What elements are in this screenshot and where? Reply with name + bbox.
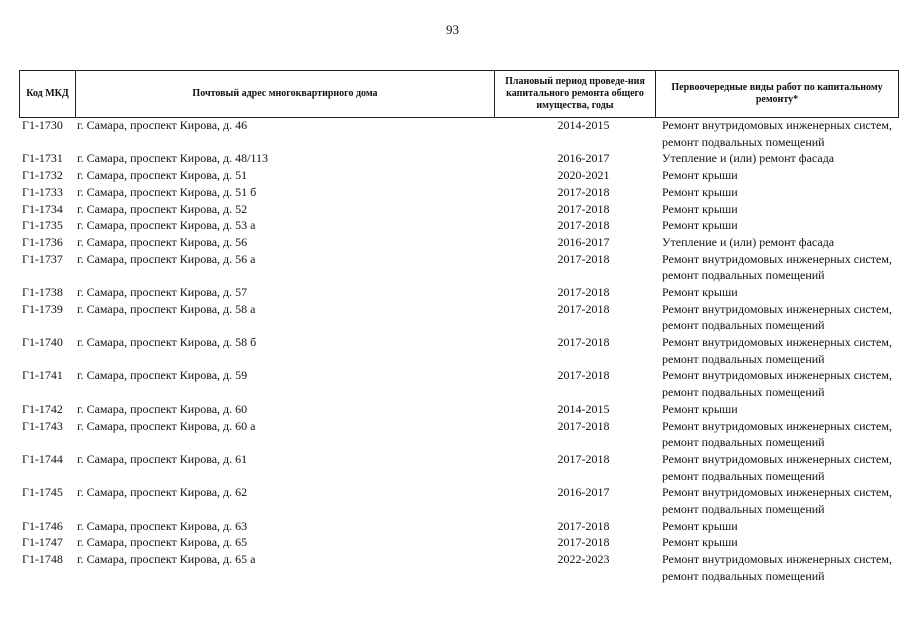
works-line: Ремонт крыши <box>662 184 738 199</box>
works-line: ремонт подвальных помещений <box>662 268 825 283</box>
header-address: Почтовый адрес многоквартирного дома <box>75 71 494 117</box>
cell-address: г. Самара, проспект Кирова, д. 59 <box>77 368 248 383</box>
table-row <box>19 167 899 184</box>
cell-code: Г1-1743 <box>22 418 63 433</box>
cell-address: г. Самара, проспект Кирова, д. 46 <box>77 118 248 132</box>
cell-period: 2022-2023 <box>557 552 610 567</box>
table-row <box>19 418 899 451</box>
table-row <box>19 251 899 284</box>
header-works: Первоочередные виды работ по капитальному ремонту* <box>655 71 899 117</box>
works-line: Ремонт внутридомовых инженерных систем, <box>662 451 892 466</box>
cell-works <box>655 418 899 451</box>
cell-works <box>655 184 899 201</box>
works-line: ремонт подвальных помещений <box>662 134 825 149</box>
cell-period: 2017-2018 <box>557 418 610 433</box>
cell-works <box>655 367 899 400</box>
cell-address: г. Самара, проспект Кирова, д. 56 а <box>77 251 256 266</box>
table-row <box>19 401 899 418</box>
cell-code: Г1-1748 <box>22 552 63 567</box>
works-line: Утепление и (или) ремонт фасада <box>662 234 835 249</box>
cell-address: г. Самара, проспект Кирова, д. 51 б <box>77 184 257 199</box>
cell-code: Г1-1747 <box>22 535 63 550</box>
works-line: Ремонт внутридомовых инженерных систем, <box>662 485 892 500</box>
works-line: ремонт подвальных помещений <box>662 385 825 400</box>
cell-address: г. Самара, проспект Кирова, д. 65 <box>77 535 248 550</box>
cell-address: г. Самара, проспект Кирова, д. 53 а <box>77 218 256 233</box>
cell-works <box>655 251 899 284</box>
cell-period: 2017-2018 <box>557 335 610 350</box>
cell-works <box>655 484 899 517</box>
cell-code: Г1-1731 <box>22 151 63 166</box>
cell-code: Г1-1733 <box>22 184 63 199</box>
cell-address: г. Самара, проспект Кирова, д. 48/113 <box>77 151 269 166</box>
cell-period: 2017-2018 <box>557 301 610 316</box>
table-header <box>19 70 899 118</box>
table-row <box>19 534 899 551</box>
cell-code: Г1-1744 <box>22 451 63 466</box>
header-period: Плановый период проведе-ния капитального ремонта общего имущества, годы <box>494 71 655 117</box>
table-row <box>19 117 899 150</box>
cell-works <box>655 150 899 167</box>
cell-code: Г1-1736 <box>22 234 63 249</box>
header-code: Код МКД <box>19 71 75 117</box>
cell-address: г. Самара, проспект Кирова, д. 58 б <box>77 335 257 350</box>
cell-address: г. Самара, проспект Кирова, д. 51 <box>77 168 248 183</box>
cell-period: 2017-2018 <box>557 518 610 533</box>
cell-address: г. Самара, проспект Кирова, д. 56 <box>77 234 248 249</box>
table-row <box>19 234 899 251</box>
table-row <box>19 367 899 400</box>
cell-address: г. Самара, проспект Кирова, д. 58 а <box>77 301 256 316</box>
cell-works <box>655 401 899 418</box>
table-row <box>19 217 899 234</box>
table-row <box>19 284 899 301</box>
cell-code: Г1-1741 <box>22 368 63 383</box>
cell-address: г. Самара, проспект Кирова, д. 62 <box>77 485 248 500</box>
table-row <box>19 150 899 167</box>
cell-works <box>655 301 899 334</box>
works-line: Ремонт внутридомовых инженерных систем, <box>662 368 892 383</box>
cell-code: Г1-1746 <box>22 518 63 533</box>
cell-period: 2017-2018 <box>557 285 610 299</box>
cell-period: 2014-2015 <box>557 118 610 132</box>
table-row <box>19 334 899 367</box>
cell-address: г. Самара, проспект Кирова, д. 52 <box>77 201 248 216</box>
works-line: Ремонт внутридомовых инженерных систем, <box>662 251 892 266</box>
works-line: Ремонт внутридомовых инженерных систем, <box>662 118 892 132</box>
table-row <box>19 551 899 584</box>
cell-works <box>655 167 899 184</box>
works-line: ремонт подвальных помещений <box>662 468 825 483</box>
cell-period: 2017-2018 <box>557 451 610 466</box>
works-line: Ремонт крыши <box>662 168 738 183</box>
works-line: ремонт подвальных помещений <box>662 568 825 583</box>
table-body <box>19 117 899 585</box>
cell-works <box>655 334 899 367</box>
cell-period: 2014-2015 <box>557 401 610 416</box>
works-line: Ремонт крыши <box>662 518 738 533</box>
table-row <box>19 518 899 535</box>
cell-address: г. Самара, проспект Кирова, д. 57 <box>77 285 248 299</box>
cell-code: Г1-1742 <box>22 401 63 416</box>
works-line: Ремонт крыши <box>662 285 738 299</box>
cell-code: Г1-1739 <box>22 301 63 316</box>
cell-address: г. Самара, проспект Кирова, д. 61 <box>77 451 248 466</box>
cell-works <box>655 518 899 535</box>
cell-address: г. Самара, проспект Кирова, д. 60 а <box>77 418 256 433</box>
works-line: Ремонт крыши <box>662 401 738 416</box>
cell-works <box>655 117 899 150</box>
cell-code: Г1-1740 <box>22 335 63 350</box>
works-line: Ремонт крыши <box>662 218 738 233</box>
cell-works <box>655 551 899 584</box>
works-line: ремонт подвальных помещений <box>662 502 825 517</box>
cell-period: 2016-2017 <box>557 234 610 249</box>
cell-code: Г1-1732 <box>22 168 63 183</box>
cell-address: г. Самара, проспект Кирова, д. 60 <box>77 401 248 416</box>
works-line: ремонт подвальных помещений <box>662 318 825 333</box>
cell-works <box>655 217 899 234</box>
cell-code: Г1-1734 <box>22 201 63 216</box>
cell-code: Г1-1738 <box>22 285 63 299</box>
works-line: Ремонт крыши <box>662 535 738 550</box>
cell-works <box>655 284 899 301</box>
cell-code: Г1-1730 <box>22 118 63 132</box>
table-row <box>19 201 899 218</box>
cell-period: 2017-2018 <box>557 184 610 199</box>
cell-period: 2020-2021 <box>557 168 610 183</box>
cell-period: 2017-2018 <box>557 535 610 550</box>
cell-period: 2017-2018 <box>557 251 610 266</box>
works-line: ремонт подвальных помещений <box>662 435 825 450</box>
works-line: Ремонт крыши <box>662 201 738 216</box>
cell-works <box>655 534 899 551</box>
works-line: ремонт подвальных помещений <box>662 351 825 366</box>
cell-address: г. Самара, проспект Кирова, д. 65 а <box>77 552 256 567</box>
works-line: Ремонт внутридомовых инженерных систем, <box>662 335 892 350</box>
works-line: Ремонт внутридомовых инженерных систем, <box>662 418 892 433</box>
cell-period: 2017-2018 <box>557 218 610 233</box>
cell-code: Г1-1737 <box>22 251 63 266</box>
page-number: 93 <box>446 22 459 37</box>
cell-code: Г1-1735 <box>22 218 63 233</box>
cell-period: 2016-2017 <box>557 485 610 500</box>
table-row <box>19 184 899 201</box>
cell-works <box>655 201 899 218</box>
cell-period: 2017-2018 <box>557 201 610 216</box>
cell-works <box>655 451 899 484</box>
table-row <box>19 451 899 484</box>
cell-code: Г1-1745 <box>22 485 63 500</box>
cell-period: 2017-2018 <box>557 368 610 383</box>
table-row <box>19 301 899 334</box>
works-line: Ремонт внутридомовых инженерных систем, <box>662 552 892 567</box>
table-row <box>19 484 899 517</box>
works-line: Утепление и (или) ремонт фасада <box>662 151 835 166</box>
cell-period: 2016-2017 <box>557 151 610 166</box>
cell-works <box>655 234 899 251</box>
cell-address: г. Самара, проспект Кирова, д. 63 <box>77 518 248 533</box>
works-line: Ремонт внутридомовых инженерных систем, <box>662 301 892 316</box>
